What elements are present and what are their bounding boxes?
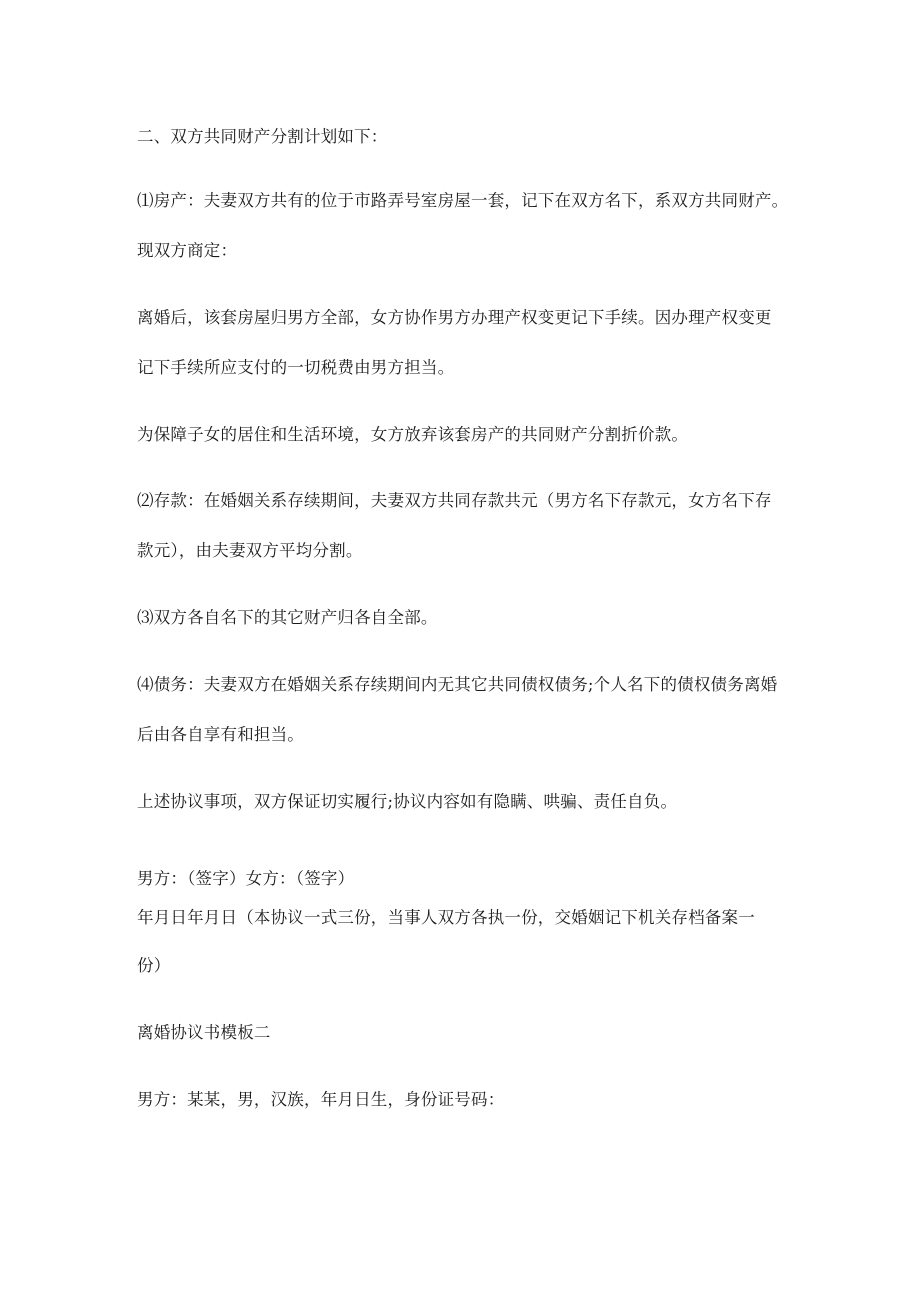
signature-line: 男方：（签字）女方：（签字） — [137, 869, 355, 888]
paragraph-after-divorce-line-1: 离婚后，该套房屋归男方全部，女方协作男方办理产权变更记下手续。因办理产权变更 — [137, 308, 772, 327]
paragraph-debts-line-2: 后由各自享有和担当。 — [137, 725, 304, 744]
paragraph-savings-line-2: 款元），由夫妻双方平均分割。 — [137, 541, 363, 560]
male-party-info: 男方：某某，男，汉族，年月日生，身份证号码： — [137, 1090, 505, 1109]
date-line-1: 年月日年月日（本协议一式三份，当事人双方各执一份，交婚姻记下机关存档备案一 — [137, 908, 755, 927]
paragraph-guarantee: 上述协议事项，双方保证切实履行;协议内容如有隐瞒、哄骗、责任自负。 — [137, 792, 678, 811]
paragraph-debts-line-1: ⑷债务：夫妻双方在婚姻关系存续期间内无其它共同债权债务;个人名下的债权债务离婚 — [137, 675, 778, 694]
paragraph-children-housing: 为保障子女的居住和生活环境，女方放弃该套房产的共同财产分割折价款。 — [137, 425, 689, 444]
paragraph-savings-line-1: ⑵存款：在婚姻关系存续期间，夫妻双方共同存款共元（男方名下存款元，女方名下存 — [137, 491, 772, 510]
template-two-heading: 离婚协议书模板二 — [137, 1023, 271, 1042]
paragraph-other-property: ⑶双方各自名下的其它财产归各自全部。 — [137, 608, 438, 627]
paragraph-house-line-1: ⑴房产：夫妻双方共有的位于市路弄号室房屋一套，记下在双方名下，系双方共同财产。 — [137, 191, 789, 210]
date-line-2: 份） — [137, 956, 171, 975]
paragraph-house-line-2: 现双方商定： — [137, 241, 238, 260]
paragraph-after-divorce-line-2: 记下手续所应支付的一切税费由男方担当。 — [137, 358, 455, 377]
section-heading-property-division: 二、双方共同财产分割计划如下： — [137, 127, 388, 146]
